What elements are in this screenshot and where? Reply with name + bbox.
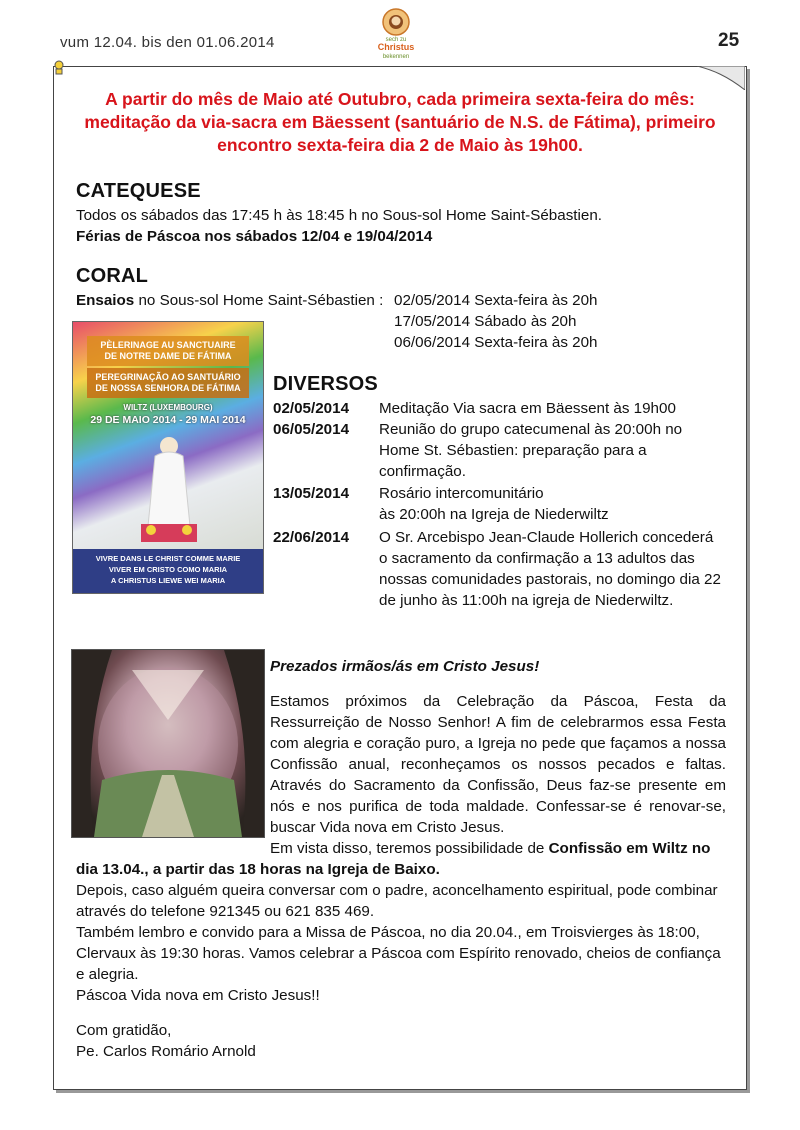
letter-greeting: Prezados irmãos/ás em Cristo Jesus! <box>270 658 540 675</box>
letter-paragraph-2-start <box>270 838 726 859</box>
letter-p2-text: Em vista disso, teremos possibilidade de <box>270 840 549 857</box>
diversos-date-1: 02/05/2014 <box>273 400 350 417</box>
header-date-range: vum 12.04. bis den 01.06.2014 <box>60 34 275 51</box>
tomb-scene-drawing <box>72 650 264 837</box>
poster-title-pt <box>87 368 249 398</box>
poster-footer-2: VIVER EM CRISTO COMO MARIA <box>108 565 228 574</box>
coral-label-bold: Ensaios <box>76 292 135 309</box>
notice-line-3: encontro sexta-feira dia 2 de Maio às 19h00. <box>217 135 583 155</box>
diversos-text-2a: Reunião do grupo catecumenal às 20:00h no <box>379 421 683 438</box>
letter-paragraph-5: Páscoa Vida nova em Cristo Jesus!! <box>76 987 320 1004</box>
diversos-text-2b: Home St. Sébastien: preparação para a <box>379 442 647 459</box>
letter-paragraph-2-bold: dia 13.04., a partir das 18 horas na Igreja de Baixo. <box>76 861 440 878</box>
notice-line-1: A partir do mês de Maio até Outubro, cada primeira sexta-feira do mês: <box>105 89 695 109</box>
empty-tomb-painting <box>71 649 265 838</box>
logo-text-top: sech zu <box>385 37 407 43</box>
coral-date-3: 06/06/2014 Sexta-feira às 20h <box>394 334 598 351</box>
diversos-date-3: 13/05/2014 <box>273 485 350 502</box>
logo-text-main: Christus <box>377 42 415 52</box>
poster-dates: 29 DE MAIO 2014 - 29 MAI 2014 <box>90 414 246 426</box>
diversos-text-3b: às 20:00h na Igreja de Niederwiltz <box>379 506 609 523</box>
diversos-date-4: 22/06/2014 <box>273 529 350 546</box>
letter-closing: Com gratidão, <box>76 1022 172 1039</box>
fatima-pilgrimage-poster <box>72 321 264 594</box>
diversos-text-4d: de junho às 11:00h na igreja de Niederwiltz. <box>379 592 674 609</box>
poster-title-fr <box>87 336 249 366</box>
diversos-text-4b: o sacramento da confirmação a 13 adultos das <box>379 550 695 567</box>
poster-footer-3: A CHRISTUS LIEWE WEI MARIA <box>110 576 226 585</box>
coral-date-1: 02/05/2014 Sexta-feira às 20h <box>394 292 598 309</box>
letter-p2-bold-1: Confissão em Wiltz no <box>548 840 711 857</box>
page-curl-decoration <box>697 66 745 90</box>
coral-heading: CORAL <box>76 265 149 287</box>
catequese-heading: CATEQUESE <box>76 180 201 202</box>
coral-rehearsal-label <box>76 290 383 311</box>
page-number: 25 <box>718 30 740 51</box>
letter-paragraph-1: Estamos próximos da Celebração da Páscoa, Festa da Ressurreição de Nosso Senhor! A fim de celebrarmos essa Festa com alegria e coração puro, a Igreja no pede que façamos a nossa Confissão anual, reconheçamos os nossos pecados e faltas. Através do Sacramento da Confissão, Deus faz-se presente em nós e nos purifica de toda maldade. Confessar-se é renovar-se, buscar Vida nova em Cristo Jesus. <box>270 693 726 836</box>
diversos-date-2: 06/05/2014 <box>273 421 350 438</box>
diversos-text-2c: confirmação. <box>379 463 466 480</box>
poster-title-fr-2: DE NOTRE DAME DE FÁTIMA <box>104 351 232 361</box>
poster-title-pt-1: PEREGRINAÇÃO AO SANTUÁRIO <box>95 372 241 382</box>
catequese-holidays: Férias de Páscoa nos sábados 12/04 e 19/04/2014 <box>76 228 433 245</box>
christus-logo <box>366 6 426 64</box>
poster-title-fr-1: PÈLERINAGE AU SANCTUAIRE <box>100 340 236 350</box>
letter-paragraph-3: Depois, caso alguém queira conversar com o padre, aconcelhamento espiritual, pode combinar através do telefone 921345 ou 621 835 469. <box>76 882 718 920</box>
logo-text-bottom: bekennen <box>382 54 410 60</box>
poster-footer <box>73 549 263 593</box>
catequese-schedule: Todos os sábados das 17:45 h às 18:45 h no Sous-sol Home Saint-Sébastien. <box>76 207 602 224</box>
coral-date-2: 17/05/2014 Sábado às 20h <box>394 313 577 330</box>
via-sacra-notice <box>70 88 730 157</box>
pin-icon <box>52 60 66 76</box>
diversos-text-4a: O Sr. Arcebispo Jean-Claude Hollerich concederá <box>379 529 714 546</box>
poster-date <box>81 402 255 426</box>
diversos-text-3a: Rosário intercomunitário <box>379 485 544 502</box>
poster-title-pt-2: DE NOSSA SENHORA DE FÁTIMA <box>95 383 241 393</box>
diversos-heading: DIVERSOS <box>273 373 378 395</box>
letter-signature: Pe. Carlos Romário Arnold <box>76 1043 256 1060</box>
letter-paragraph-4: Também lembro e convido para a Missa de Páscoa, no dia 20.04., em Troisvierges às 18:00, Clervaux às 19:30 horas. Vamos celebrar a Páscoa com Espírito renovado, cheios de confiança e alegria. <box>76 924 721 983</box>
madonna-statue-image <box>141 432 197 542</box>
poster-place: WILTZ (LUXEMBOURG) <box>123 403 213 412</box>
poster-footer-1: VIVRE DANS LE CHRIST COMME MARIE <box>95 554 241 563</box>
coral-label-rest: no Sous-sol Home Saint-Sébastien : <box>134 292 384 309</box>
diversos-text-1: Meditação Via sacra em Bäessent às 19h00 <box>379 400 676 417</box>
diversos-text-4c: nossas comunidades pastorais, no domingo dia 22 <box>379 571 721 588</box>
notice-line-2: meditação da via-sacra em Bäessent (santuário de N.S. de Fátima), primeiro <box>84 112 716 132</box>
